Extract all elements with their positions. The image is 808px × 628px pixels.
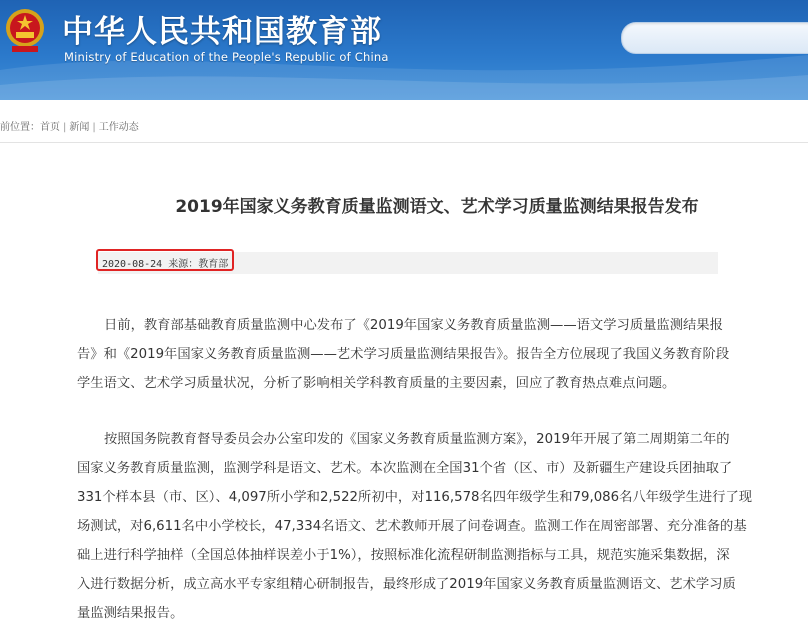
paragraph-line: 按照国务院教育督导委员会办公室印发的《国家义务教育质量监测方案》，2019年开展了第二周期第二年的 <box>104 432 730 447</box>
breadcrumb-link-home[interactable]: 首页 <box>40 122 60 133</box>
breadcrumb-separator: | <box>63 122 67 133</box>
paragraph-line: 学生语文、艺术学习质量状况，分析了影响相关学科教育质量的主要因素，回应了教育热点难点问题。 <box>77 376 676 391</box>
paragraph-line: 告》和《2019年国家义务教育质量监测——艺术学习质量监测结果报告》。报告全方位展现了我国义务教育阶段 <box>77 347 730 362</box>
site-header <box>0 0 808 100</box>
paragraph-line: 础上进行科学抽样（全国总体抽样误差小于1%），按照标准化流程研制监测指标与工具，规范实施采集数据，深 <box>77 548 730 563</box>
breadcrumb-prefix: 前位置： <box>0 122 40 133</box>
article-paragraph-2 <box>77 425 784 628</box>
breadcrumb <box>0 118 139 132</box>
paragraph-line: 入进行数据分析，成立高水平专家组精心研制报告，最终形成了2019年国家义务教育质量监测语文、艺术学习质 <box>77 577 736 592</box>
paragraph-line: 日前，教育部基础教育质量监测中心发布了《2019年国家义务教育质量监测——语文学习质量监测结果报 <box>104 318 723 333</box>
paragraph-line: 国家义务教育质量监测，监测学科是语文、艺术。本次监测在全国31个省（区、市）及新疆生产建设兵团抽取了 <box>77 461 733 476</box>
meta-highlight-box <box>96 249 234 271</box>
site-title-en: Ministry of Education of the People's Republic of China <box>64 50 389 64</box>
article-paragraph-1 <box>77 311 784 398</box>
article-meta: 2020-08-24 来源：教育部 <box>102 259 229 270</box>
breadcrumb-divider <box>0 142 808 143</box>
breadcrumb-link-work-news[interactable]: 工作动态 <box>98 122 139 133</box>
search-input[interactable] <box>621 22 808 54</box>
national-emblem-icon[interactable] <box>2 6 48 54</box>
paragraph-line: 场测试，对6,611名中小学校长，47,334名语文、艺术教师开展了问卷调查。监测工作在周密部署、充分准备的基 <box>77 519 747 534</box>
article-title: 2019年国家义务教育质量监测语文、艺术学习质量监测结果报告发布 <box>175 197 699 217</box>
breadcrumb-link-news[interactable]: 新闻 <box>69 122 90 133</box>
paragraph-line: 331个样本县（市、区）、4,097所小学和2,522所初中，对116,578名四年级学生和79,086名八年级学生进行了现 <box>77 490 753 505</box>
paragraph-line: 量监测结果报告。 <box>77 606 184 621</box>
site-title-cn[interactable]: 中华人民共和国教育部 <box>62 14 382 50</box>
breadcrumb-separator: | <box>92 122 96 133</box>
